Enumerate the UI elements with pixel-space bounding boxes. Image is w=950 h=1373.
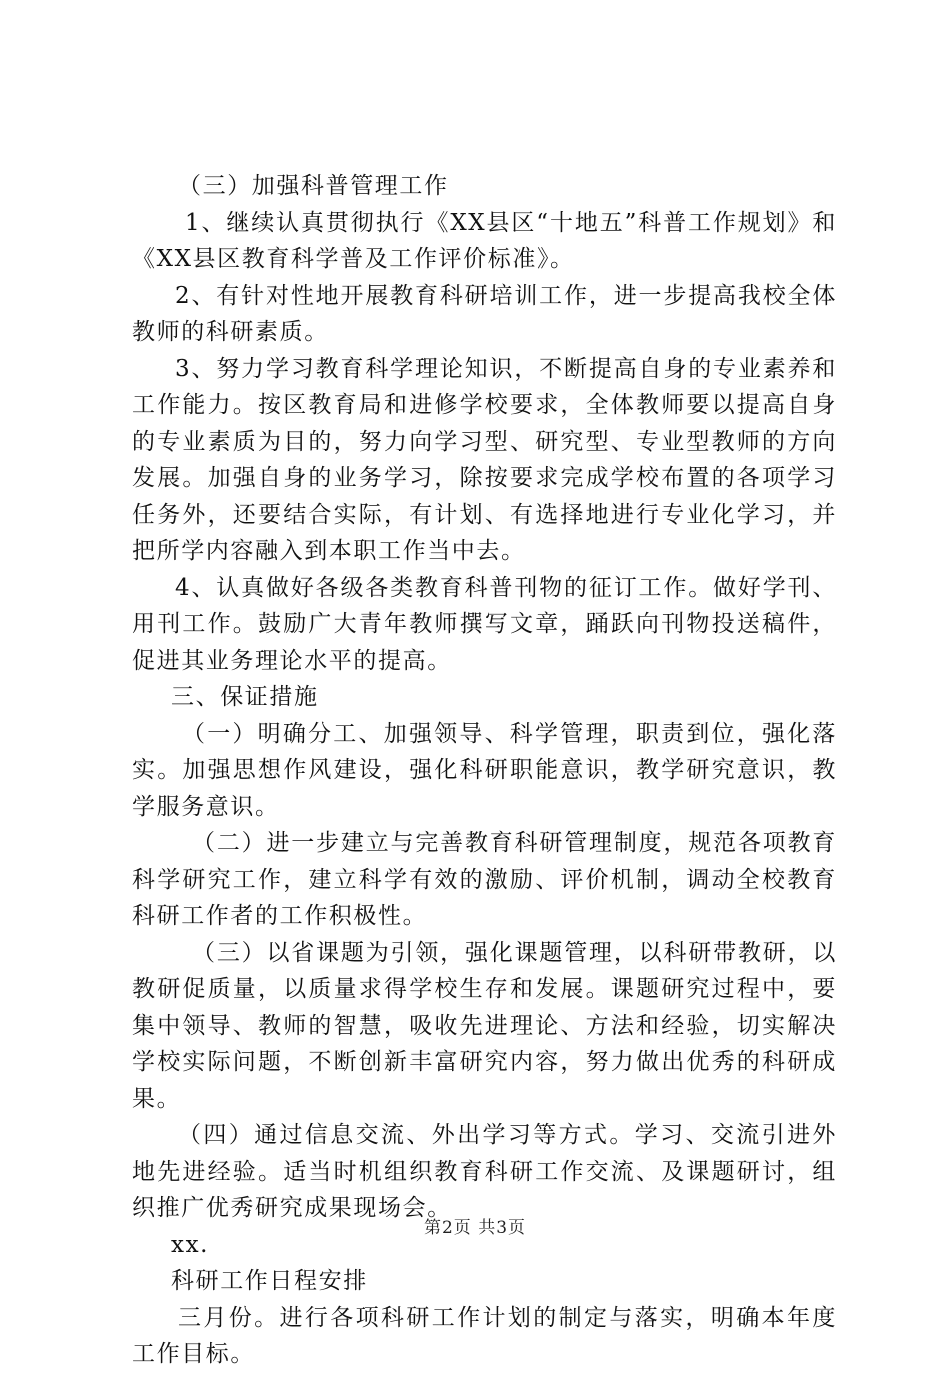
section-heading-schedule: 科研工作日程安排 (171, 1268, 368, 1294)
section-heading-safeguards: 三、保证措施 (171, 684, 319, 710)
paragraph-item-1: 1、继续认真贯彻执行《XX县区“十地五”科普工作规划》和《XX县区教育科学普及工作评价标准》。 (132, 209, 837, 272)
paragraph-item-3: 3、努力学习教育科学理论知识，不断提高自身的专业素养和工作能力。按区教育局和进修学校要求，全体教师要以提高自身的专业素质为目的，努力向学习型、研究型、专业型教师的方向发展。加强自身的业务学习，除按要求完成学校布置的各项学习任务外，还要结合实际，有计划、有选择地进行专业化学习，并把所学内容融入到本职工作当中去。 (132, 355, 837, 564)
document-body (132, 168, 837, 1373)
section-heading-strengthen-management: （三）加强科普管理工作 (178, 173, 449, 199)
paragraph-item-4: 4、认真做好各级各类教育科普刊物的征订工作。做好学刊、用刊工作。鼓励广大青年教师撰写文章，踊跃向刊物投送稿件，促进其业务理论水平的提高。 (132, 574, 837, 674)
page-number-footer: 第2页 共3页 (423, 1218, 527, 1238)
paragraph-item-2: 2、有针对性地开展教育科研培训工作，进一步提高我校全体教师的科研素质。 (132, 282, 837, 345)
paragraph-measure-4: （四）通过信息交流、外出学习等方式。学习、交流引进外地先进经验。适当时机组织教育科研工作交流、及课题研讨，组织推广优秀研究成果现场会。 (132, 1122, 837, 1221)
paragraph-measure-3: （三）以省课题为引领，强化课题管理，以科研带教研，以教研促质量，以质量求得学校生存和发展。课题研究过程中，要集中领导、教师的智慧，吸收先进理论、方法和经验，切实解决学校实际问题，不断创新丰富研究内容，努力做出优秀的科研成果。 (132, 939, 837, 1112)
placeholder-line: xx. (171, 1231, 210, 1258)
paragraph-measure-1: （一）明确分工、加强领导、科学管理，职责到位，强化落实。加强思想作风建设，强化科研职能意识，教学研究意识，教学服务意识。 (132, 720, 837, 820)
paragraph-measure-2: （二）进一步建立与完善教育科研管理制度，规范各项教育科学研究工作，建立科学有效的激励、评价机制，调动全校教育科研工作者的工作积极性。 (132, 830, 837, 929)
paragraph-march-schedule: 三月份。进行各项科研工作计划的制定与落实，明确本年度工作目标。 (132, 1304, 837, 1367)
